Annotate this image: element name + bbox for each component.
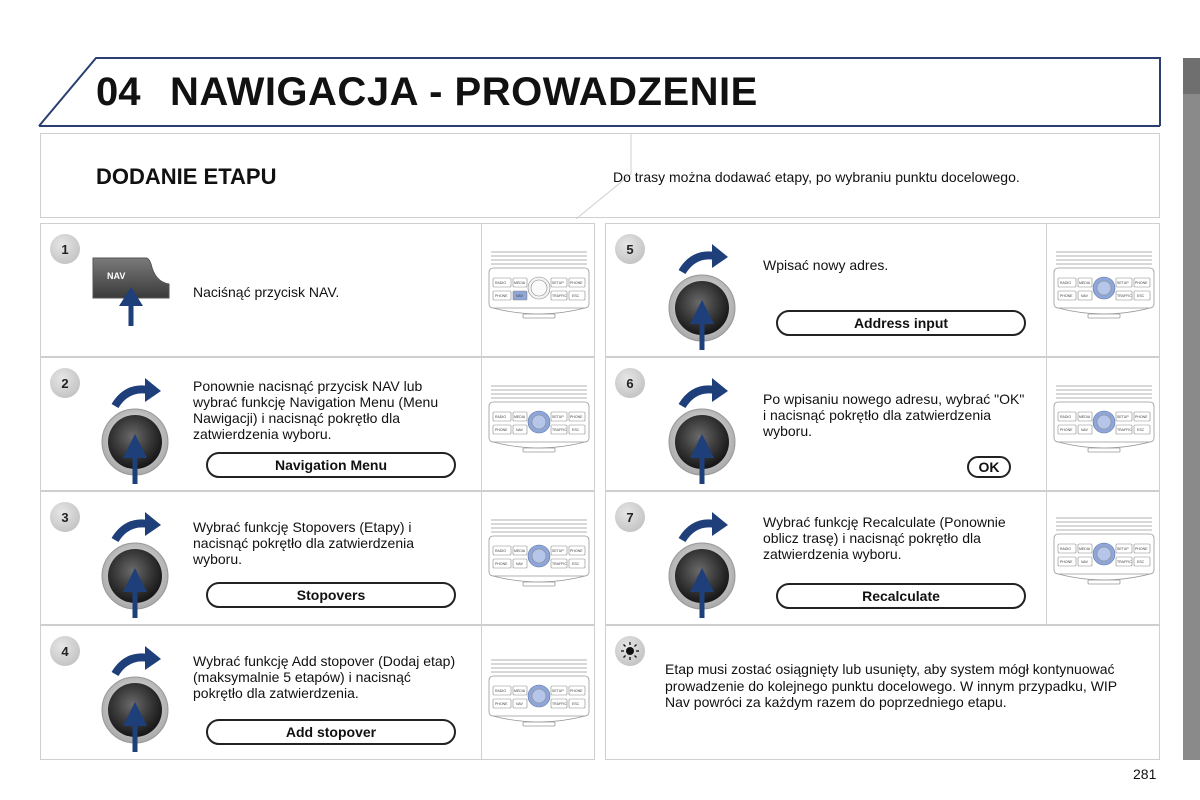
svg-text:NAV: NAV xyxy=(1081,428,1088,432)
rotary-knob-icon xyxy=(101,506,181,620)
svg-text:NAV: NAV xyxy=(1081,294,1088,298)
svg-text:NAV: NAV xyxy=(516,428,523,432)
nav-button-label: NAV xyxy=(107,271,126,281)
console-diagram xyxy=(487,248,591,324)
svg-text:TRAFFIC: TRAFFIC xyxy=(1117,428,1132,432)
address-input-option[interactable]: Address input xyxy=(776,310,1026,336)
nav-button-icon xyxy=(91,254,171,329)
svg-text:MEDIA: MEDIA xyxy=(1079,281,1091,285)
step-panel-7 xyxy=(605,491,1160,625)
console-diagram xyxy=(1052,514,1156,590)
svg-text:RADIO: RADIO xyxy=(1060,281,1072,285)
svg-text:SETUP: SETUP xyxy=(552,689,564,693)
step-panel-6 xyxy=(605,357,1160,491)
svg-text:RADIO: RADIO xyxy=(1060,415,1072,419)
step-number-badge: 1 xyxy=(50,234,80,264)
step-instruction: Wybrać funkcję Add stopover (Dodaj etap) (maksymalnie 5 etapów) i nacisnąć pokrętło dla zatwierdzenia. xyxy=(193,653,456,701)
svg-text:ESC: ESC xyxy=(1137,428,1145,432)
section-title: DODANIE ETAPU xyxy=(96,164,277,189)
step-instruction: Wybrać funkcję Recalculate (Ponownie oblicz trasę) i nacisnąć pokrętło dla zatwierdzenia wyboru. xyxy=(763,514,1006,562)
svg-text:SETUP: SETUP xyxy=(552,281,564,285)
rotary-knob-icon xyxy=(101,640,181,754)
svg-text:PHONE: PHONE xyxy=(570,549,583,553)
svg-text:ESC: ESC xyxy=(1137,294,1145,298)
svg-text:MEDIA: MEDIA xyxy=(1079,415,1091,419)
svg-text:NAV: NAV xyxy=(516,562,523,566)
svg-text:PHONE: PHONE xyxy=(495,562,508,566)
svg-text:PHONE: PHONE xyxy=(1135,415,1148,419)
add-stopover-option[interactable]: Add stopover xyxy=(206,719,456,745)
navigation-menu-option[interactable]: Navigation Menu xyxy=(206,452,456,478)
console-diagram xyxy=(487,382,591,458)
svg-text:TRAFFIC: TRAFFIC xyxy=(1117,294,1132,298)
svg-text:TRAFFIC: TRAFFIC xyxy=(552,294,567,298)
svg-text:ESC: ESC xyxy=(1137,560,1145,564)
svg-text:TRAFFIC: TRAFFIC xyxy=(1117,560,1132,564)
svg-text:NAV: NAV xyxy=(516,702,523,706)
svg-text:MEDIA: MEDIA xyxy=(514,415,526,419)
chapter-side-tab xyxy=(1183,58,1200,760)
rotary-knob-icon xyxy=(668,238,748,352)
svg-text:SETUP: SETUP xyxy=(1117,547,1129,551)
step-number-badge: 5 xyxy=(615,234,645,264)
svg-text:ESC: ESC xyxy=(572,428,580,432)
svg-text:PHONE: PHONE xyxy=(570,281,583,285)
step-panel-2 xyxy=(40,357,595,491)
console-diagram xyxy=(1052,382,1156,458)
page-number: 281 xyxy=(1133,766,1157,782)
svg-text:ESC: ESC xyxy=(572,702,580,706)
svg-text:SETUP: SETUP xyxy=(1117,415,1129,419)
section-description: Do trasy można dodawać etapy, po wybraniu punktu docelowego. xyxy=(613,169,1020,185)
console-diagram xyxy=(487,516,591,592)
step-instruction: Naciśnąć przycisk NAV. xyxy=(193,284,340,300)
svg-text:TRAFFIC: TRAFFIC xyxy=(552,428,567,432)
svg-text:PHONE: PHONE xyxy=(495,294,508,298)
svg-text:RADIO: RADIO xyxy=(1060,547,1072,551)
svg-text:SETUP: SETUP xyxy=(1117,281,1129,285)
step-number-badge: 3 xyxy=(50,502,80,532)
step-instruction: Wpisać nowy adres. xyxy=(763,257,889,273)
svg-text:PHONE: PHONE xyxy=(570,689,583,693)
svg-text:MEDIA: MEDIA xyxy=(514,689,526,693)
console-diagram xyxy=(487,656,591,732)
step-number-badge: 4 xyxy=(50,636,80,666)
svg-text:PHONE: PHONE xyxy=(1135,547,1148,551)
rotary-knob-icon xyxy=(101,372,181,486)
svg-text:PHONE: PHONE xyxy=(1060,294,1073,298)
svg-text:PHONE: PHONE xyxy=(1060,428,1073,432)
svg-text:PHONE: PHONE xyxy=(1060,560,1073,564)
svg-text:NAV: NAV xyxy=(516,294,523,298)
step-panel-4 xyxy=(40,625,595,760)
svg-text:PHONE: PHONE xyxy=(495,702,508,706)
step-instruction: Po wpisaniu nowego adresu, wybrać "OK" i nacisnąć pokrętło dla zatwierdzenia wyboru. xyxy=(763,391,1025,439)
ok-option[interactable]: OK xyxy=(967,456,1011,478)
svg-text:ESC: ESC xyxy=(572,294,580,298)
console-diagram xyxy=(1052,248,1156,324)
svg-text:RADIO: RADIO xyxy=(495,549,507,553)
section-intro xyxy=(40,133,1160,218)
rotary-knob-icon xyxy=(668,506,748,620)
step-number-badge: 2 xyxy=(50,368,80,398)
chapter-number: 04 xyxy=(96,70,141,114)
step-number-badge: 7 xyxy=(615,502,645,532)
svg-text:MEDIA: MEDIA xyxy=(514,549,526,553)
step-panel-5 xyxy=(605,223,1160,357)
lightbulb-icon xyxy=(615,636,645,666)
svg-text:NAV: NAV xyxy=(1081,560,1088,564)
svg-text:SETUP: SETUP xyxy=(552,549,564,553)
step-instruction: Ponownie nacisnąć przycisk NAV lub wybrać funkcję Navigation Menu (Menu Nawigacji) i nacisnąć pokrętło dla zatwierdzenia wyboru. xyxy=(193,378,439,442)
svg-text:PHONE: PHONE xyxy=(1135,281,1148,285)
recalculate-option[interactable]: Recalculate xyxy=(776,583,1026,609)
rotary-knob-icon xyxy=(668,372,748,486)
step-panel-3 xyxy=(40,491,595,625)
stopovers-option[interactable]: Stopovers xyxy=(206,582,456,608)
svg-text:RADIO: RADIO xyxy=(495,281,507,285)
tip-text: Etap musi zostać osiągnięty lub usunięty, aby system mógł kontynuować prowadzenie do kolejnego punktu docelowego. W innym przypadku, WIP Nav powróci za każdym razem do poprzedniego etapu. xyxy=(665,661,1117,710)
chapter-title: NAWIGACJA - PROWADZENIE xyxy=(170,70,758,114)
svg-text:TRAFFIC: TRAFFIC xyxy=(552,702,567,706)
svg-text:RADIO: RADIO xyxy=(495,415,507,419)
svg-text:MEDIA: MEDIA xyxy=(1079,547,1091,551)
step-instruction: Wybrać funkcję Stopovers (Etapy) i nacisnąć pokrętło dla zatwierdzenia wyboru. xyxy=(193,519,415,567)
svg-text:RADIO: RADIO xyxy=(495,689,507,693)
svg-text:ESC: ESC xyxy=(572,562,580,566)
svg-text:MEDIA: MEDIA xyxy=(514,281,526,285)
svg-text:SETUP: SETUP xyxy=(552,415,564,419)
svg-text:TRAFFIC: TRAFFIC xyxy=(552,562,567,566)
step-number-badge: 6 xyxy=(615,368,645,398)
step-panel-1 xyxy=(40,223,595,357)
svg-text:PHONE: PHONE xyxy=(495,428,508,432)
svg-text:PHONE: PHONE xyxy=(570,415,583,419)
